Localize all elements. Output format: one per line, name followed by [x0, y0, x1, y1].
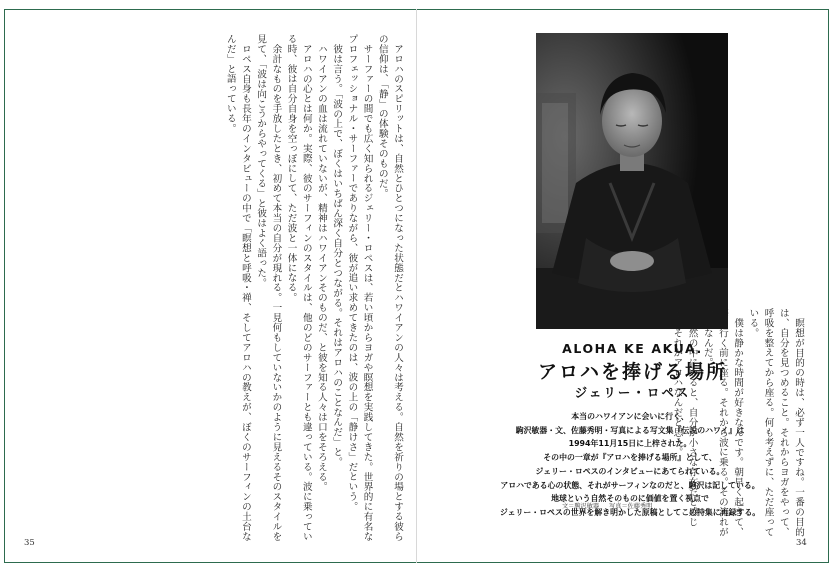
lead-line: その中の一章が『アロハを捧げる場所』として、 — [543, 453, 717, 463]
right-page-body-text — [434, 308, 806, 546]
lead-line: 駒沢敏器・文、佐藤秀明・写真による写文集『伝説のハワイ』は — [515, 425, 745, 435]
left-page-body-text — [40, 34, 405, 546]
body-paragraph: ロペス自身も長年のインタビューの中で「瞑想と呼吸・禅、そしてアロハの教えが、ぼくのサーフィンの土台なんだ」と語っている。 — [224, 34, 251, 542]
body-paragraph: 彼は言う。「波の上で、ぼくはいちばん深く自分とつながる。それはアロハのことなんだ」と。 — [331, 43, 343, 467]
title-english: ALOHA KE AKUA. — [562, 341, 703, 356]
text-credit: 文＝駒沢敏器 — [562, 503, 600, 510]
body-paragraph: 瞑想が目的の時は、必ず一人ですね。一番の目的は、自分を見つめること。それからヨガをやって、呼吸を整えてから座る。何も考えずに、ただ座っている。 — [747, 308, 804, 537]
lead-line: ジェリー・ロペスのインタビューにあてられている。 — [535, 466, 725, 476]
meditation-photo — [536, 33, 728, 329]
page-number-right: 34 — [796, 538, 807, 548]
lead-line: 1994年11月15日に上梓された。 — [568, 439, 692, 449]
body-paragraph: アロハの心とは何か。実際、彼のサーフィンのスタイルは、他のどのサーファーとも違っている。波に乗っている時、彼は自分自身を空っぽにして、ただ波と一体になる。 — [285, 34, 312, 542]
photo-credit: 写真＝佐藤秀明 — [609, 503, 653, 510]
lead-line: アロハである心の状態、それがサーフィンなのだと、駒沢は記している。 — [500, 480, 760, 490]
title-japanese: アロハを捧げる場所 — [537, 361, 727, 383]
body-paragraph: ハワイアンの血は流れていないが、精神はハワイアンそのものだ、と彼を知る人々は口をそろえる。 — [315, 43, 327, 492]
body-paragraph: 僕は静かな時間が好きなんです。朝早く起きて、海に行く前に座る。それから波に乗る。その流れが大切なんだ。 — [701, 308, 744, 537]
portrait-image — [536, 33, 728, 329]
body-paragraph: サーファーの間でも広く知られるジェリー・ロペスは、若い頃からヨガや瞑想を実践してきた。世界的に有名なプロフェッショナル・サーファーでありながら、彼が追い求めてきたのは、波の上の「静けさ」だという。 — [346, 34, 373, 542]
lead-line: ジェリー・ロペスの世界を解き明かした原稿としてこの特集に再録する。 — [499, 507, 761, 517]
body-paragraph: 余計なものを手放したとき、初めて本当の自分が現れる。一見何もしていないかのように見えるそのスタイルを見て、「波は向こうからやってくる」と彼はよく語った。 — [255, 34, 282, 542]
lead-line: 本当のハワイアンに会いに行く、 — [571, 412, 689, 421]
body-paragraph: アロハのスピリットは、自然とひとつになった状態だとハワイアンの人々は考える。自然を祈りの場とする彼らの信仰は、「静」の体験そのものだ。 — [376, 34, 403, 542]
lead-line: 地球という自然そのものに価値を置く視点で — [551, 494, 709, 504]
subject-name: ジェリー・ロペス — [574, 385, 691, 400]
page-number-left: 35 — [24, 538, 35, 548]
spread-gutter — [416, 9, 417, 563]
body-paragraph: 自然の中にいると、自分が小さな存在だと感じる。それがアロハなんだと思う。 — [671, 308, 698, 527]
